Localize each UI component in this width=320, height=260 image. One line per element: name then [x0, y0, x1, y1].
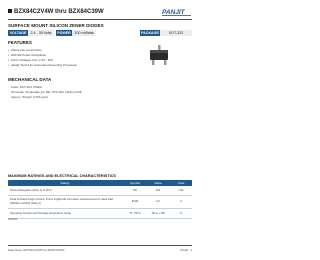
- features-title: FEATURES: [8, 40, 32, 45]
- sot323-package-image: [132, 40, 188, 72]
- tag-power-value: 200 mWatts: [72, 30, 96, 36]
- feature-item: • 200mW Power Dissipation: [11, 53, 46, 57]
- cell-symbol: PD: [133, 189, 137, 192]
- cell-rating: Power Dissipation (Note 1) at 25°C: [10, 189, 52, 192]
- cell-value: -55 to +150: [151, 212, 165, 215]
- title-text: BZX84C2V4W thru BZX84C39W: [14, 9, 104, 15]
- col-header-rating: Rating: [60, 181, 70, 185]
- footer-left-text: Data Sheet: BZX84C2V4W thru BZX84C39W: [8, 248, 65, 252]
- page-title: [8, 9, 104, 15]
- table-row: [8, 186, 192, 196]
- feature-item: • Ideally Suited for Automated Assembly Processes: [11, 63, 77, 67]
- tag-voltage-value: 2.4 - 39 Volts: [28, 30, 54, 36]
- cell-units: °C: [179, 212, 183, 215]
- cell-rating: Peak Forward Surge Current, 8.3ms single half sine-wave superimposed on rated load (JEDEC method) (Note 2): [10, 198, 113, 205]
- cell-units: mW: [178, 189, 184, 192]
- ratings-title: MAXIMUM RATINGS AND ELECTRICAL CHARACTERISTICS: [8, 174, 116, 178]
- mechanical-item: Case: SOT-323, Plastic: [11, 85, 43, 89]
- cell-symbol: IFSM: [131, 200, 139, 203]
- title-bullet-icon: [8, 9, 12, 13]
- ratings-table: [8, 180, 192, 219]
- logo-text: PANJIT: [162, 9, 185, 16]
- cell-units: A: [180, 200, 182, 203]
- table-footnote: NOTES:: [8, 218, 18, 221]
- cell-value: 2.0: [156, 200, 160, 203]
- cell-symbol: TJ, TSTG: [129, 212, 141, 215]
- cell-rating: Operating Junction and Storage temperature range: [10, 212, 71, 215]
- cell-value: 200: [155, 189, 161, 192]
- mechanical-item: Approx. Weight: 0.006 gram: [11, 95, 49, 99]
- col-header-value: Value: [154, 181, 162, 185]
- table-row: [8, 209, 192, 219]
- subtitle: SURFACE MOUNT SILICON ZENER DIODES: [8, 23, 104, 28]
- tag-power-label: POWER: [57, 31, 71, 35]
- footer-page-number: PAGE . 1: [180, 248, 192, 252]
- tag-package-label: PACKAGE: [141, 31, 159, 35]
- table-row: [8, 196, 192, 209]
- col-header-units: Units: [177, 181, 185, 185]
- header-divider: [8, 19, 192, 20]
- panjit-logo: [162, 6, 192, 17]
- tag-voltage-label: VOLTAGE: [9, 31, 27, 35]
- mechanical-title: MECHANICAL DATA: [8, 77, 52, 82]
- feature-item: • Planar Die construction: [11, 48, 42, 52]
- footer-divider: [8, 245, 192, 246]
- feature-item: • Zener Voltages from 2.4V - 39V: [11, 58, 53, 62]
- tag-package-value: SOT-323: [160, 30, 192, 36]
- mechanical-item: Terminals: Solderable per MIL-STD-202, Method 208: [11, 90, 82, 94]
- col-header-symbol: Symbol: [129, 181, 140, 185]
